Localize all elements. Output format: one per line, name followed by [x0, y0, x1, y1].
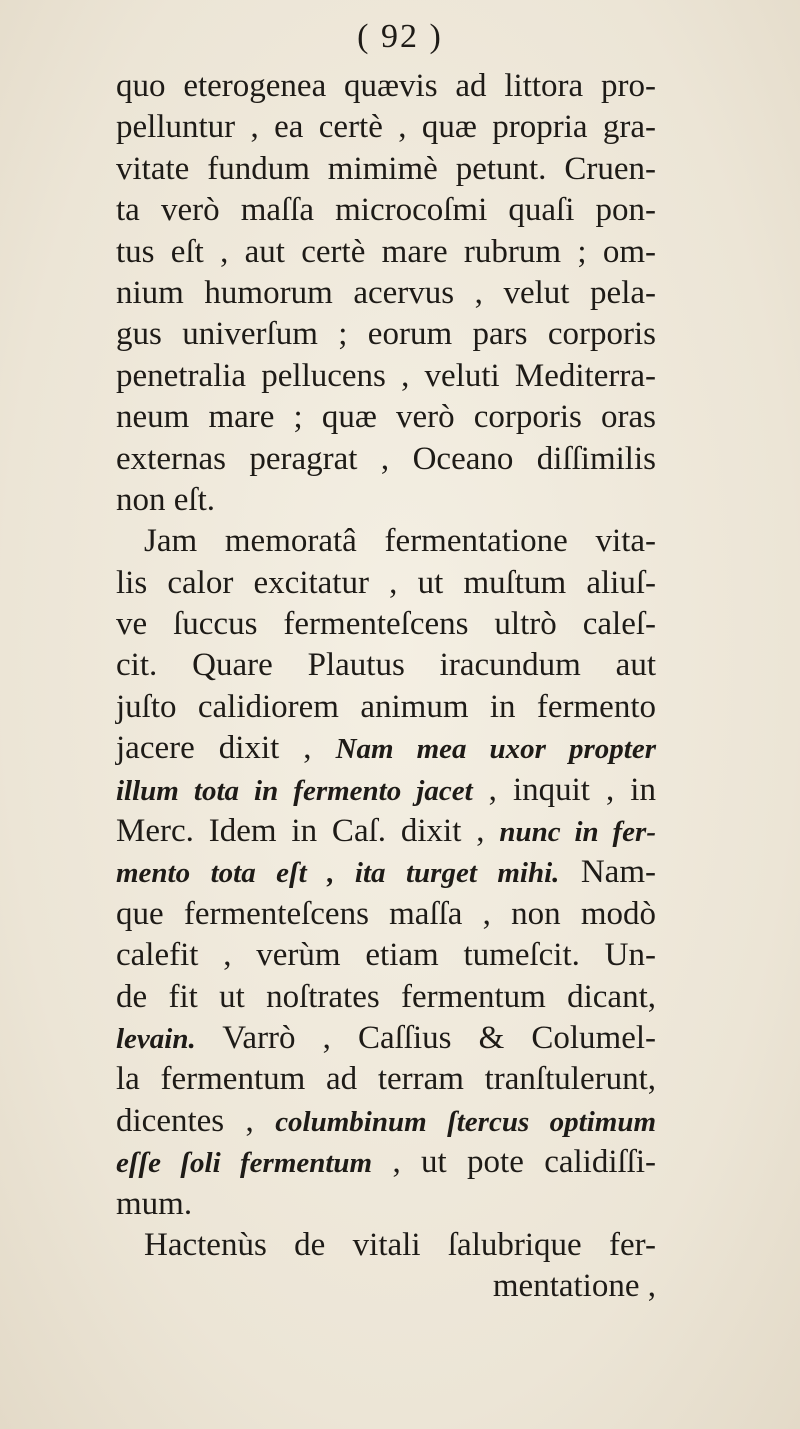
text-segment: la fermentum ad terram tranſtulerunt,: [116, 1061, 656, 1098]
text-line: [116, 1018, 656, 1059]
text-line: [116, 273, 656, 314]
text-segment: externas peragrat , Oceano diſſimilis: [116, 440, 656, 477]
text-line: [116, 977, 656, 1018]
text-line: [116, 687, 656, 728]
text-segment: de fit ut noſtrates fermentum dicant,: [116, 978, 656, 1015]
italic-text: Nam mea uxor propter: [335, 733, 656, 766]
text-segment: non eſt.: [116, 481, 215, 518]
text-line: [116, 314, 656, 355]
text-segment: Hactenùs de vitali ſalubrique fer-: [144, 1226, 656, 1263]
text-line: [116, 1059, 656, 1100]
text-line: [116, 356, 656, 397]
text-line: [116, 852, 656, 893]
text-segment: mentatione ,: [492, 1268, 656, 1305]
text-line: [116, 728, 656, 769]
text-segment: gus univerſum ; eorum pars corporis: [116, 316, 656, 353]
text-line: [116, 149, 656, 190]
text-line: [116, 66, 656, 107]
text-line: [116, 1142, 656, 1183]
text-segment: Varrò , Caſſius & Columel-: [195, 1019, 656, 1056]
text-segment: penetralia pellucens , veluti Mediterra-: [116, 357, 656, 394]
text-line: [116, 935, 656, 976]
text-segment: cit. Quare Plautus iracundum aut: [116, 647, 656, 684]
text-line: [116, 521, 656, 562]
text-segment: , ut pote calidiſſi-: [372, 1144, 656, 1181]
text-segment: ve ſuccus fermenteſcens ultrò caleſ-: [116, 606, 656, 643]
text-line: [116, 439, 656, 480]
text-segment: juſto calidiorem animum in fermento: [116, 688, 656, 725]
text-segment: vitate fundum mimimè petunt. Cruen-: [116, 150, 656, 187]
text-segment: dicentes ,: [116, 1102, 276, 1139]
text-segment: calefit , verùm etiam tumeſcit. Un-: [116, 937, 656, 974]
text-segment: que fermenteſcens maſſa , non modò: [116, 895, 656, 932]
text-segment: Nam-: [559, 854, 656, 891]
text-line: [116, 107, 656, 148]
page-number: ( 92 ): [357, 18, 443, 55]
italic-text: nunc in fer-: [499, 816, 656, 849]
text-segment: jacere dixit ,: [116, 730, 336, 767]
body-text: [116, 66, 656, 1308]
text-segment: neum mare ; quæ verò corporis oras: [116, 399, 656, 436]
text-segment: lis calor excitatur , ut muſtum aliuſ-: [116, 564, 656, 601]
text-line: [116, 770, 656, 811]
italic-text: levain.: [116, 1022, 196, 1055]
text-segment: quo eterogenea quævis ad littora pro-: [116, 68, 656, 104]
text-line: [116, 563, 656, 604]
text-segment: pelluntur , ea certè , quæ propria gra-: [116, 109, 656, 146]
text-segment: mum.: [116, 1185, 193, 1222]
italic-text: eſſe ſoli fermentum: [116, 1147, 373, 1180]
text-line: [116, 190, 656, 231]
text-segment: ta verò maſſa microcoſmi quaſi pon-: [116, 192, 656, 229]
italic-text: illum tota in fermento jacet: [116, 774, 473, 807]
text-line: [116, 1101, 656, 1142]
text-segment: Merc. Idem in Caſ. dixit ,: [116, 813, 500, 850]
italic-text: columbinum ſtercus optimum: [275, 1105, 656, 1138]
text-line: [116, 811, 656, 852]
text-line: [116, 397, 656, 438]
text-line: [116, 1266, 656, 1307]
text-segment: Jam memoratâ fermentatione vita-: [144, 523, 656, 560]
text-line: [116, 232, 656, 273]
text-line: [116, 1225, 656, 1266]
text-line: [116, 894, 656, 935]
text-line: [116, 1184, 656, 1225]
text-segment: , inquit , in: [472, 771, 656, 808]
italic-text: mento tota eſt , ita turget mihi.: [116, 857, 560, 890]
text-segment: nium humorum acervus , velut pela-: [116, 274, 656, 311]
text-line: [116, 604, 656, 645]
text-line: [116, 480, 656, 521]
text-segment: tus eſt , aut certè mare rubrum ; om-: [116, 233, 656, 270]
text-line: [116, 645, 656, 686]
